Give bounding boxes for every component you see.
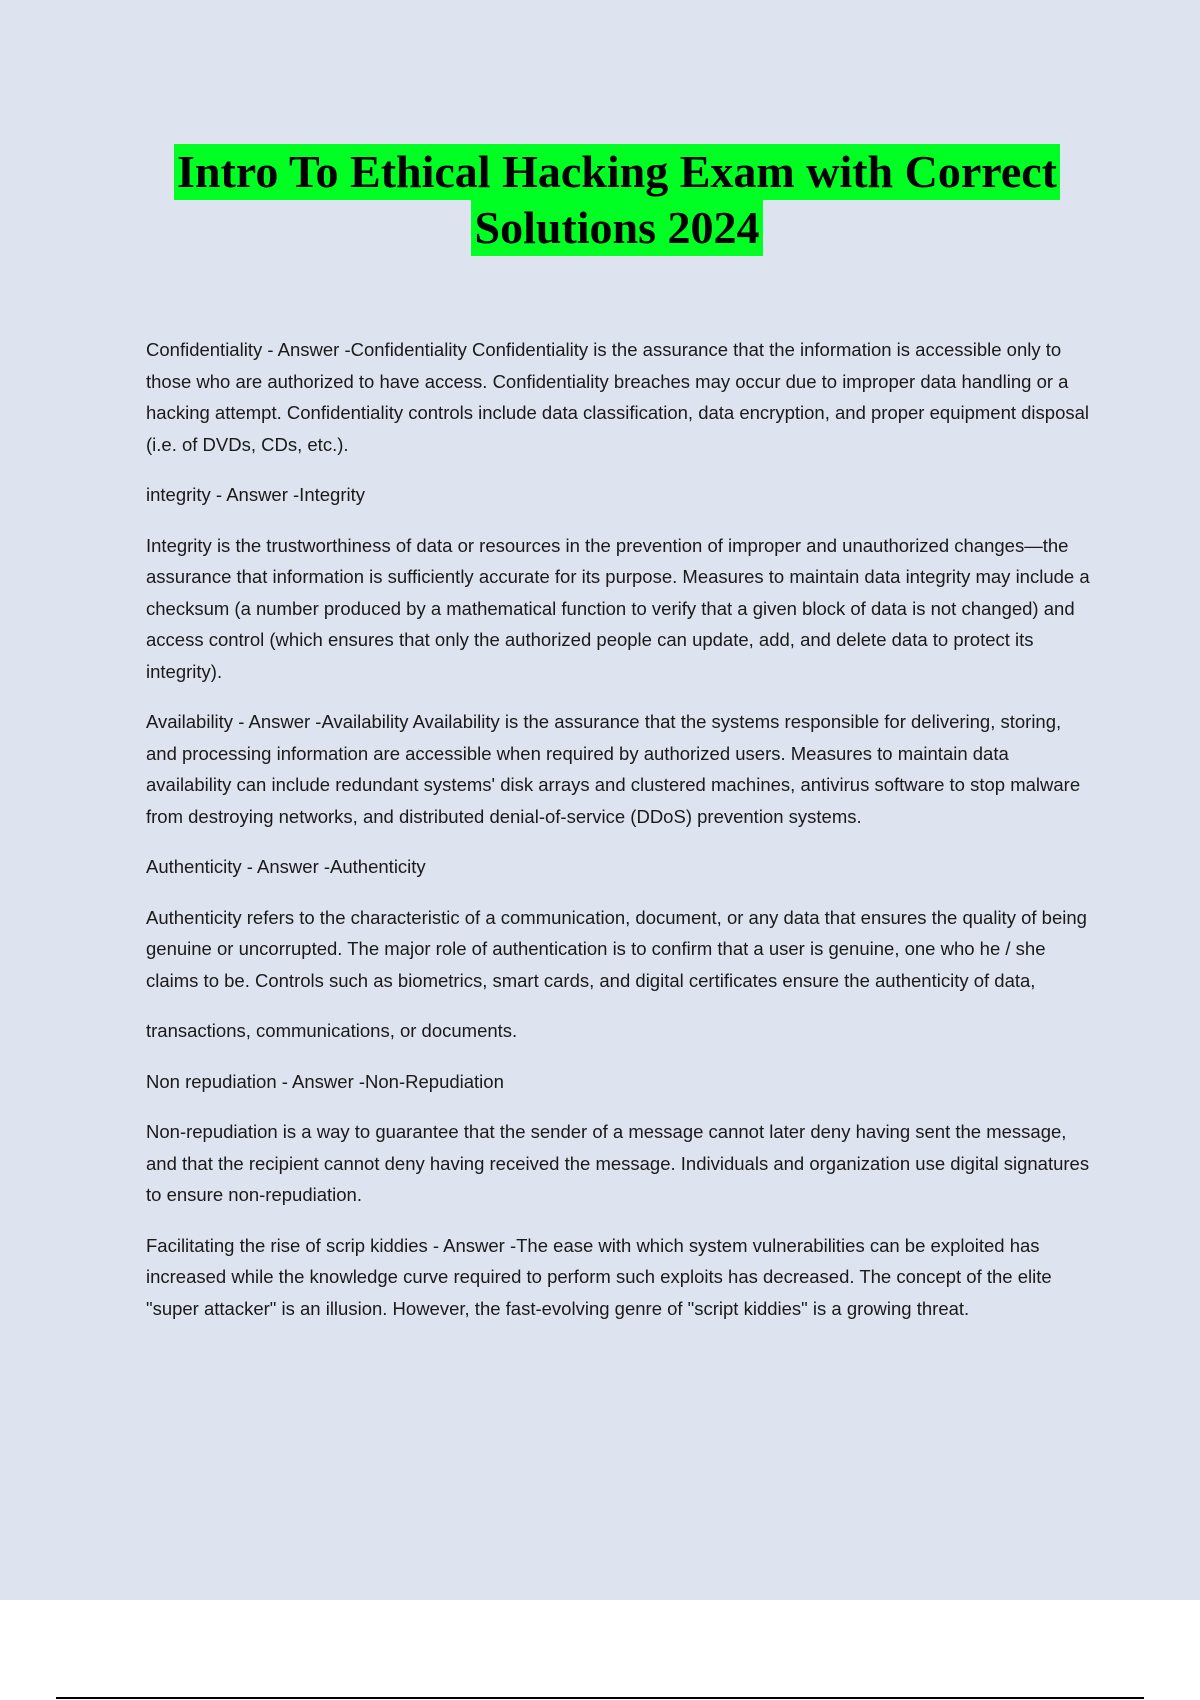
paragraph-integrity-heading: integrity - Answer -Integrity [146,484,365,505]
paragraph-script-kiddies: Facilitating the rise of scrip kiddies - Answer -The ease with which system vulnerabilities can be exploited has increased while the knowledge curve required to perform such exploits has decreased. The concept of the elite "super attacker" is an illusion. However, the fast-evolving genre of "script kiddies" is a growing threat. [146,1234,1052,1319]
paragraph-authenticity-heading: Authenticity - Answer -Authenticity [146,856,426,877]
paragraph-authenticity: Authenticity refers to the characteristic of a communication, document, or any data that ensures the quality of being genuine or uncorrupted. The major role of authentication is to confirm that a user is genuine, one who he / she claims to be. Controls such as biometrics, smart cards, and digital certificates ensure the authenticity of data, [146,906,1087,991]
paragraph-availability: Availability - Answer -Availability Availability is the assurance that the systems responsible for delivering, storing, and processing information are accessible when required by authorized users. Measures to maintain data availability can include redundant systems' disk arrays and clustered machines, antivirus software to stop malware from destroying networks, and distributed denial-of-service (DDoS) prevention systems. [146,711,1081,827]
paragraph-confidentiality: Confidentiality - Answer -Confidentiality Confidentiality is the assurance that the information is accessible only to those who are authorized to have access. Confidentiality breaches may occur due to improper data handling or a hacking attempt. Confidentiality controls include data classification, data encryption, and proper equipment disposal (i.e. of DVDs, CDs, etc.). [146,339,1090,455]
paragraph-non-repudiation: Non-repudiation is a way to guarantee that the sender of a message cannot later deny having sent the message, and that the recipient cannot deny having received the message. Individuals and organization use digital signatures to ensure non-repudiation. [146,1121,1090,1205]
footer-divider [56,1697,1144,1699]
title-line-2: Solutions 2024 [471,200,762,256]
document-body [146,334,1096,1343]
paragraph-non-repudiation-heading: Non repudiation - Answer -Non-Repudiation [146,1070,504,1092]
paragraph-integrity: Integrity is the trustworthiness of data or resources in the prevention of improper and unauthorized changes—the assurance that information is sufficiently accurate for its purpose. Measures to maintain data integrity may include a checksum (a number produced by a mathematical function to verify that a given block of data is not changed) and access control (which ensures that only the authorized people can update, add, and delete data to protect its integrity). [146,534,1090,682]
document-title [0,144,1200,256]
paragraph-authenticity-continued: transactions, communications, or documents. [146,1020,518,1041]
title-line-1: Intro To Ethical Hacking Exam with Correct [174,144,1060,200]
